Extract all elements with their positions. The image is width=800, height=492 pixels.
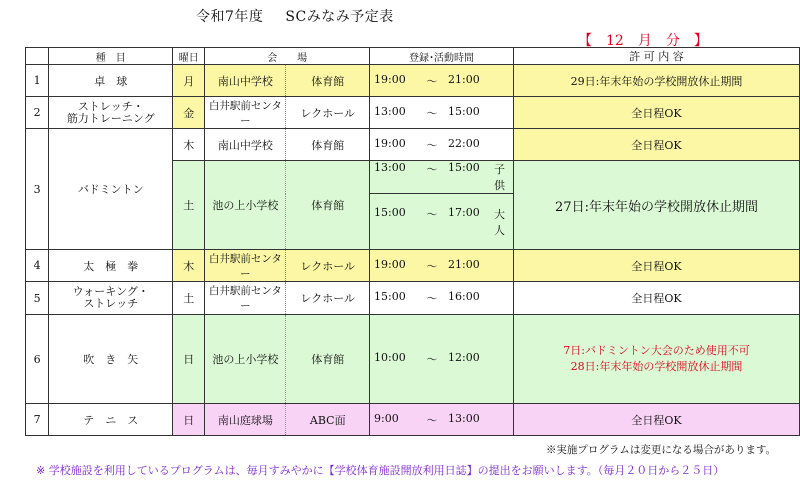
header-time: 登録･活動時間 <box>370 48 514 65</box>
header-row <box>26 48 800 65</box>
title-year: 令和7年度 <box>196 9 264 25</box>
permit-cell: 全日程OK <box>514 404 800 436</box>
time-cell: 19:00 〜 22:00 <box>370 129 514 161</box>
time-cell: 10:00 〜 12:00 <box>370 315 514 404</box>
time-cell: 13:00 〜 15:00 <box>370 97 514 129</box>
day-cell: 土 <box>173 282 205 315</box>
row-number: 2 <box>26 97 49 129</box>
table-row <box>26 129 800 161</box>
schedule-table <box>25 47 800 436</box>
day-cell: 日 <box>173 404 205 436</box>
header-day: 曜日 <box>173 48 205 65</box>
row-number: 7 <box>26 404 49 436</box>
event-name: 吹 き 矢 <box>49 315 173 404</box>
header-venue: 会 場 <box>205 48 370 65</box>
table-row <box>26 282 800 315</box>
time-cell: 13:00 〜 15:00 子供 <box>370 161 514 194</box>
event-name: 卓 球 <box>49 65 173 97</box>
month-label: 【 12 月 分 】 <box>578 33 708 49</box>
day-cell: 日 <box>173 315 205 404</box>
time-cell: 15:00 〜 16:00 <box>370 282 514 315</box>
page-title <box>196 6 394 26</box>
permit-cell: 全日程OK <box>514 250 800 282</box>
venue-place: 池の上小学校 <box>205 161 286 250</box>
time-cell: 19:00 〜 21:00 <box>370 65 514 97</box>
row-number: 6 <box>26 315 49 404</box>
venue-room: 体育館 <box>286 161 370 250</box>
table-row <box>26 404 800 436</box>
row-number: 1 <box>26 65 49 97</box>
venue-place: 池の上小学校 <box>205 315 286 404</box>
venue-place: 白井駅前センター <box>205 250 286 282</box>
row-number: 3 <box>26 129 49 250</box>
row-number: 5 <box>26 282 49 315</box>
event-name: 太 極 拳 <box>49 250 173 282</box>
day-cell: 月 <box>173 65 205 97</box>
time-cell: 19:00 〜 21:00 <box>370 250 514 282</box>
permit-cell: 全日程OK <box>514 282 800 315</box>
venue-room: 体育館 <box>286 129 370 161</box>
venue-room: レクホール <box>286 282 370 315</box>
venue-room: レクホール <box>286 97 370 129</box>
permit-cell: 29日:年末年始の学校開放休止期間 <box>514 65 800 97</box>
venue-place: 南山中学校 <box>205 129 286 161</box>
table-row <box>26 97 800 129</box>
footnote-change: ※実施プログラムは変更になる場合があります。 <box>545 444 776 456</box>
permit-cell: 全日程OK <box>514 97 800 129</box>
event-name: バドミントン <box>49 129 173 250</box>
event-name: ストレッチ・ 筋力トレーニング <box>49 97 173 129</box>
time-tag: 大人 <box>494 207 506 237</box>
venue-place: 白井駅前センター <box>205 282 286 315</box>
venue-room: レクホール <box>286 250 370 282</box>
day-cell: 木 <box>173 129 205 161</box>
footnote-request: ※ 学校施設を利用しているプログラムは、毎月すみやかに【学校体育施設開放利用日誌】の提出をお願いします。（毎月２０日から２５日） <box>36 464 725 477</box>
header-event: 種 目 <box>49 48 173 65</box>
day-cell: 土 <box>173 161 205 250</box>
time-tag: 子供 <box>494 163 506 192</box>
venue-room: 体育館 <box>286 315 370 404</box>
venue-room: 体育館 <box>286 65 370 97</box>
table-row <box>26 65 800 97</box>
venue-place: 白井駅前センター <box>205 97 286 129</box>
title-name: SCみなみ予定表 <box>285 9 394 25</box>
header-no <box>26 48 49 65</box>
table-row <box>26 250 800 282</box>
header-permit: 許 可 内 容 <box>514 48 800 65</box>
time-cell: 15:00 〜 17:00 大人 <box>370 194 514 250</box>
time-cell: 9:00 〜 13:00 <box>370 404 514 436</box>
permit-cell: 7日:バドミントン大会のため使用不可 28日:年末年始の学校開放休止期間 <box>514 315 800 404</box>
permit-cell: 27日:年末年始の学校開放休止期間 <box>514 161 800 250</box>
day-cell: 木 <box>173 250 205 282</box>
table-row <box>26 315 800 404</box>
day-cell: 金 <box>173 97 205 129</box>
venue-place: 南山中学校 <box>205 65 286 97</box>
venue-room: ABC面 <box>286 404 370 436</box>
event-name: テ ニ ス <box>49 404 173 436</box>
permit-cell: 全日程OK <box>514 129 800 161</box>
venue-place: 南山庭球場 <box>205 404 286 436</box>
event-name: ウォーキング・ ストレッチ <box>49 282 173 315</box>
row-number: 4 <box>26 250 49 282</box>
